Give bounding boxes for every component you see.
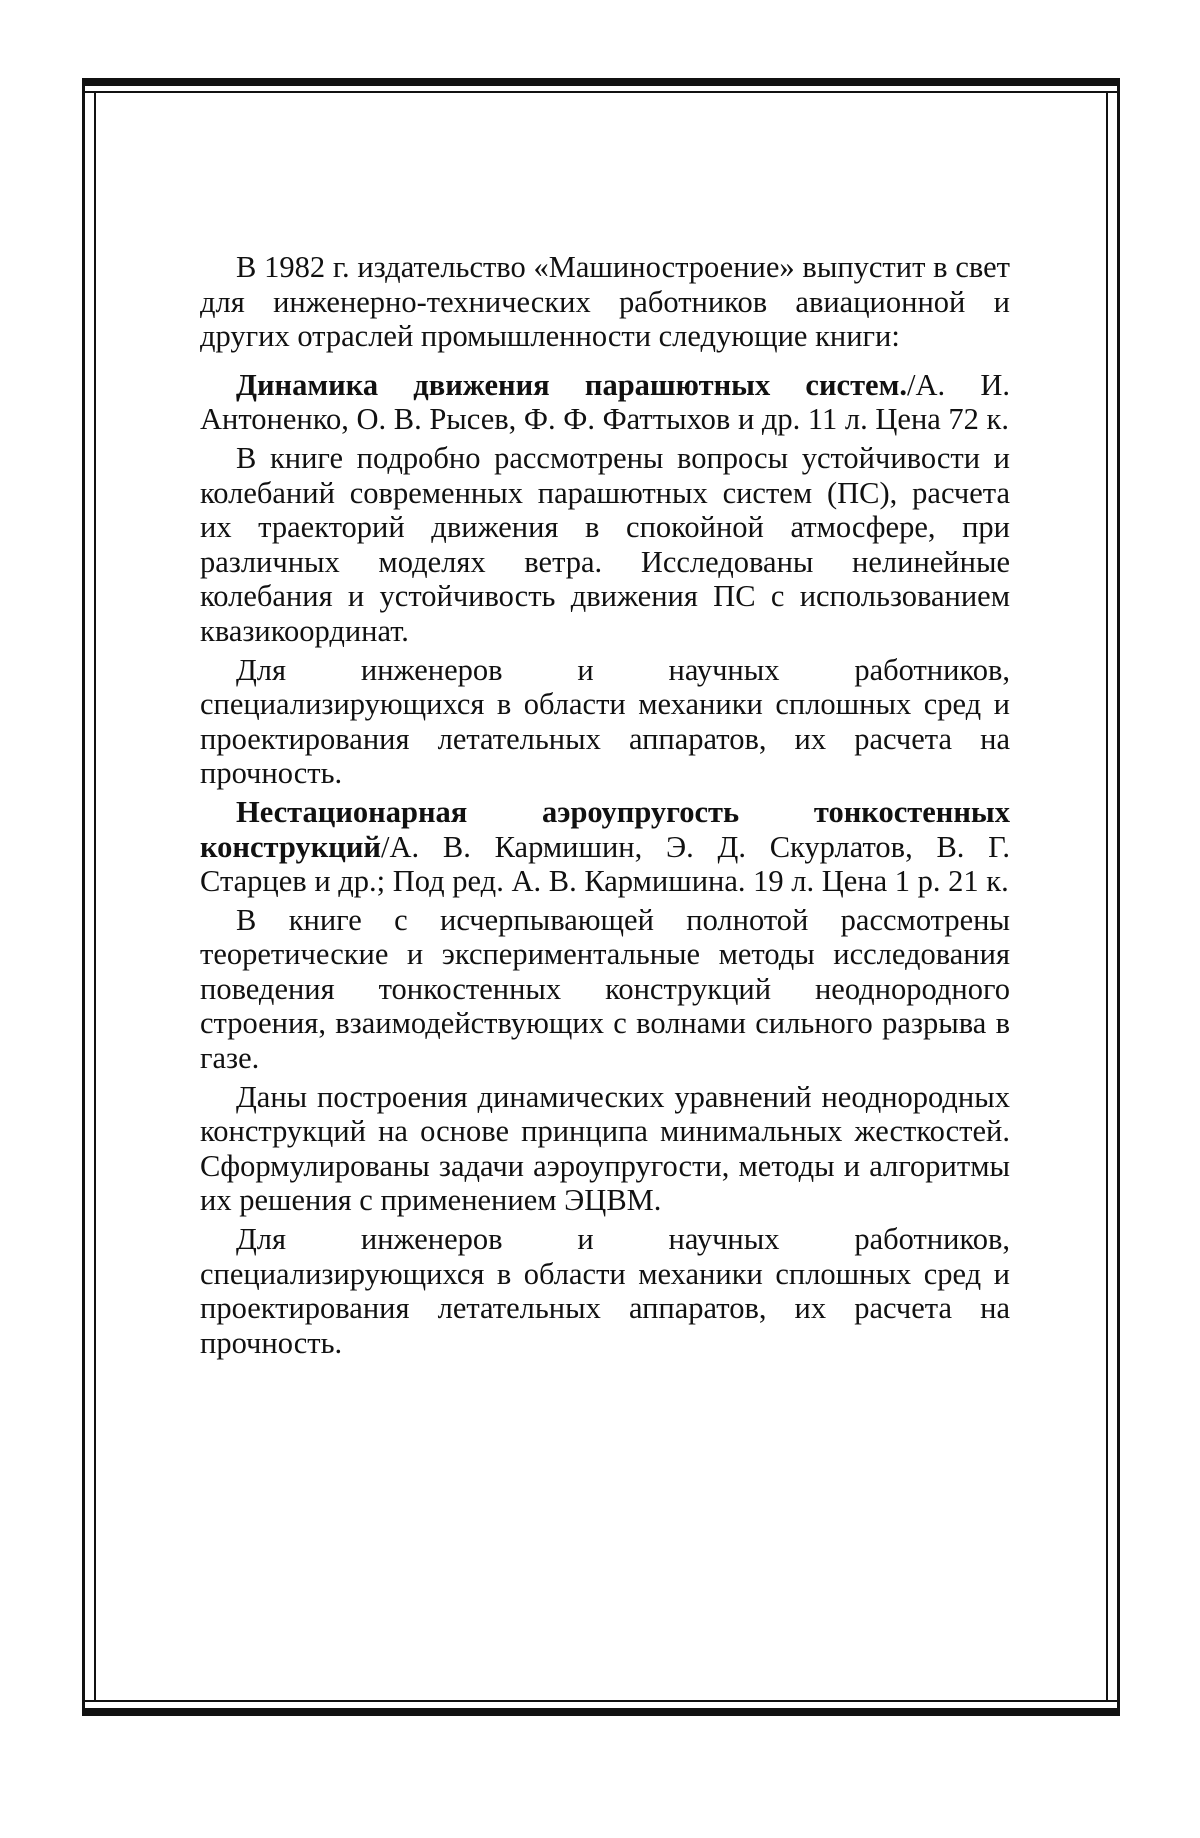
book2-title: Нестационарная аэроупругость тонкостенных конструкций [200, 794, 1010, 864]
frame-left-inner-line [94, 91, 96, 1701]
book2-authors-price: /А. В. Кармишин, Э. Д. Скурлатов, В. Г. Старцев и др.; Под ред. А. В. Кармишина. 19 л. Цена 1 р. 21 к. [200, 829, 1010, 899]
book1-entry [200, 368, 1010, 437]
announcement-text [200, 250, 1010, 1364]
book2-audience: Для инженеров и научных работников, специализирующихся в области механики сплошных сред и проектирования летательных аппаратов, их расчета на прочность. [200, 1222, 1010, 1360]
book2-entry [200, 795, 1010, 899]
frame-left-outer-line [82, 78, 85, 1708]
book1-description: В книге подробно рассмотрены вопросы устойчивости и колебаний современных парашютных систем (ПС), расчета их траекторий движения в спокойной атмосфере, при различных моделях ветра. Исследованы нелинейные колебания и устойчивость движения ПС с использованием квазикоординат. [200, 440, 1010, 648]
book1-title: Динамика движения парашютных систем. [236, 367, 907, 402]
frame-bottom-thick-line [82, 1708, 1120, 1716]
intro-paragraph: В 1982 г. издательство «Машиностроение» выпустит в свет для инженерно-технических работников авиационной и других отраслей промышленности следующие книги: [200, 250, 1010, 354]
frame-top-thick-line [82, 78, 1120, 86]
book2-description-2: Даны построения динамических уравнений неоднородных конструкций на основе принципа минимальных жесткостей. Сформулированы задачи аэроупругости, методы и алгоритмы их решения с применением ЭЦВМ. [200, 1079, 1010, 1218]
frame-top-thin-line [82, 91, 1120, 93]
book1-authors-price: /А. И. Антоненко, О. В. Рысев, Ф. Ф. Фаттыхов и др. 11 л. Цена 72 к. [200, 367, 1010, 437]
book2-description-1: В книге с исчерпывающей полнотой рассмотрены теоретические и экспериментальные методы исследования поведения тонкостенных конструкций неоднородного строения, взаимодействующих с волнами сильного разрыва в газе. [200, 902, 1010, 1076]
frame-right-outer-line [1117, 78, 1120, 1708]
frame-right-inner-line [1106, 91, 1108, 1701]
frame-bottom-thin-line [82, 1700, 1120, 1702]
book1-audience: Для инженеров и научных работников, специализирующихся в области механики сплошных сред и проектирования летательных аппаратов, их расчета на прочность. [200, 652, 1010, 791]
